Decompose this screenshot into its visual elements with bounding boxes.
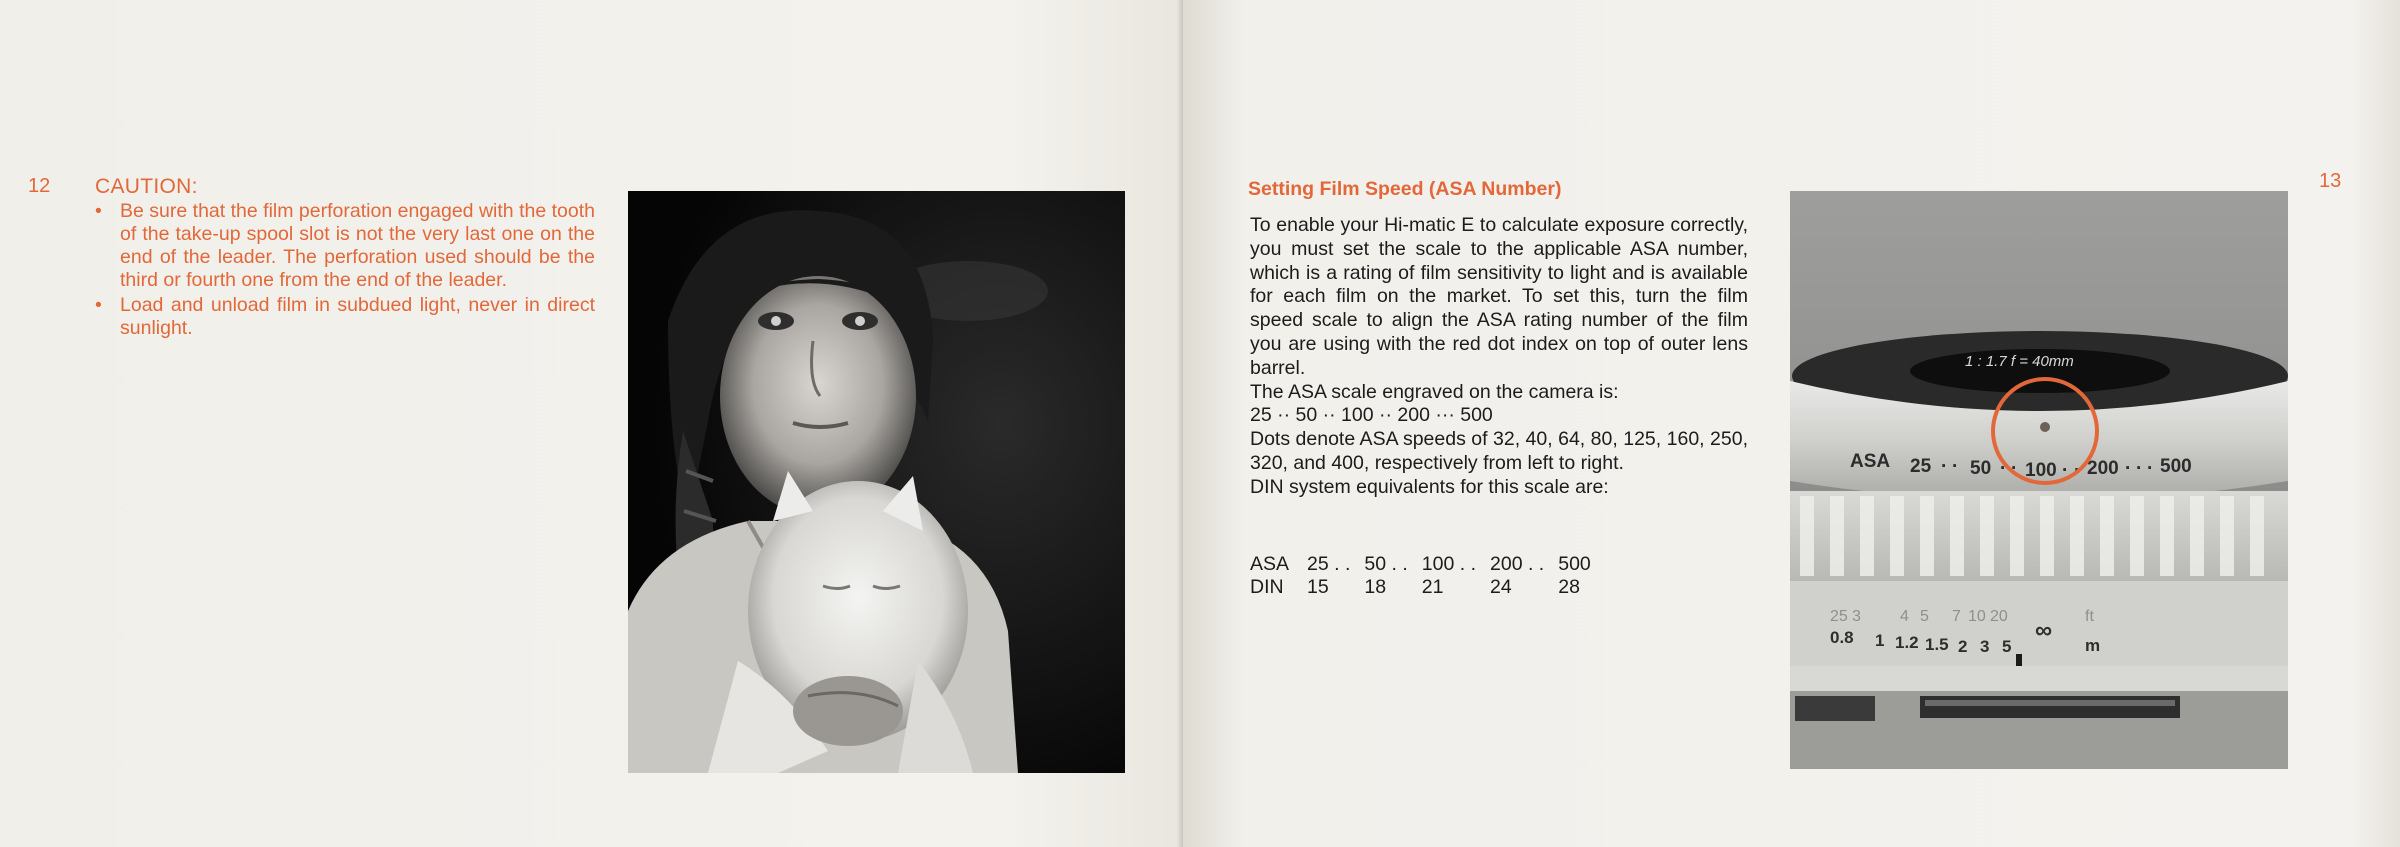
table-cell: ASA: [1250, 553, 1290, 575]
table-cell: 21: [1421, 576, 1444, 598]
table-cell: 200 . .: [1490, 553, 1545, 575]
lens-ft-mark: 20: [1990, 608, 2008, 625]
table-row: [1250, 553, 1605, 576]
lens-ft-mark: 25: [1830, 608, 1848, 625]
svg-text:·: ·: [2136, 458, 2143, 479]
caution-item: • Load and unload film in subdued light, never in direct sunlight.: [95, 294, 595, 339]
lens-asa-value: 25: [1910, 456, 1932, 477]
lens-asa-value: 100: [2025, 460, 2057, 481]
lens-aperture-marking: 1 : 1.7 f = 40mm: [1965, 353, 2074, 370]
table-cell: DIN: [1250, 576, 1284, 598]
table-row: [1250, 576, 1605, 599]
table-cell: 500: [1558, 553, 1591, 575]
asa-din-table: [1250, 553, 1605, 599]
lens-m-mark: 1: [1875, 631, 1885, 650]
photo-girl-with-kitten: [628, 191, 1125, 773]
page-number-right: 13: [2319, 170, 2342, 192]
lens-ft-mark: 7: [1952, 608, 1961, 625]
lens-m-mark: 1.5: [1925, 635, 1949, 654]
svg-text:·: ·: [1941, 456, 1948, 477]
din-intro: DIN system equivalents for this scale are:: [1250, 475, 1609, 498]
lens-ft-mark: 10: [1968, 608, 1986, 625]
bullet-icon: •: [95, 200, 102, 222]
photo-lens-barrel: [1790, 191, 2288, 769]
table-cell: 18: [1364, 576, 1387, 598]
section-title: Setting Film Speed (ASA Number): [1248, 178, 1562, 200]
lens-asa-value: 500: [2160, 456, 2192, 477]
table-cell: 100 . .: [1421, 553, 1476, 575]
intro-paragraph: To enable your Hi-matic E to calculate exposure correctly, you must set the scale to the applicable ASA number, which is a rating of film sensitivity to light and is available for each film on the market. To set this, turn the film speed scale to align the ASA rating number of the film you are using with the red dot index on top of outer lens barrel.: [1250, 214, 1748, 379]
lens-m-mark: m: [2085, 636, 2101, 655]
left-page: [0, 0, 1183, 847]
table-cell: 24: [1490, 576, 1512, 598]
lens-m-mark: 3: [1980, 637, 1990, 656]
lens-m-mark: 1.2: [1895, 633, 1919, 652]
table-cell: 25 . .: [1307, 553, 1351, 575]
bullet-icon: •: [95, 294, 102, 316]
lens-ft-mark: 3: [1852, 608, 1861, 625]
svg-text:·: ·: [2011, 458, 2018, 479]
lens-m-mark: 2: [1958, 637, 1968, 656]
svg-text:·: ·: [2062, 460, 2069, 481]
svg-text:·: ·: [2074, 460, 2081, 481]
lens-infinity-mark: ∞: [2035, 617, 2053, 644]
table-cell: 28: [1558, 576, 1580, 598]
svg-text:·: ·: [2125, 458, 2132, 479]
instructions-text: [1250, 214, 1748, 500]
lens-ft-mark: 4: [1900, 608, 1909, 625]
scale-intro: The ASA scale engraved on the camera is:: [1250, 380, 1619, 403]
caution-title: CAUTION:: [95, 175, 198, 198]
lens-m-mark: 5: [2002, 637, 2012, 656]
lens-asa-value: 50: [1970, 458, 1992, 479]
dots-note: Dots denote ASA speeds of 32, 40, 64, 80, 125, 160, 250, 320, and 400, respectively from left to right.: [1250, 428, 1748, 474]
red-dot-index-icon: [2040, 422, 2050, 432]
svg-text:·: ·: [2000, 458, 2007, 479]
svg-text:·: ·: [2147, 458, 2154, 479]
lens-m-mark: 0.8: [1830, 628, 1854, 647]
lens-asa-value: 200: [2087, 458, 2119, 479]
asa-scale-line: 25 ·· 50 ·· 100 ·· 200 ··· 500: [1250, 404, 1493, 427]
svg-text:·: ·: [1952, 456, 1959, 477]
table-cell: 50 . .: [1364, 553, 1408, 575]
lens-ft-mark: ft: [2085, 608, 2094, 625]
lens-asa-label: ASA: [1850, 451, 1891, 472]
caution-list: [95, 200, 595, 340]
caution-item: • Be sure that the film perforation engaged with the tooth of the take-up spool slot is not the very last one on the end of the leader. The perforation used should be the third or fourth one from the end of the leader.: [95, 200, 595, 291]
page-number-left: 12: [28, 175, 51, 197]
lens-ft-mark: 5: [1920, 608, 1929, 625]
table-cell: 15: [1307, 576, 1329, 598]
